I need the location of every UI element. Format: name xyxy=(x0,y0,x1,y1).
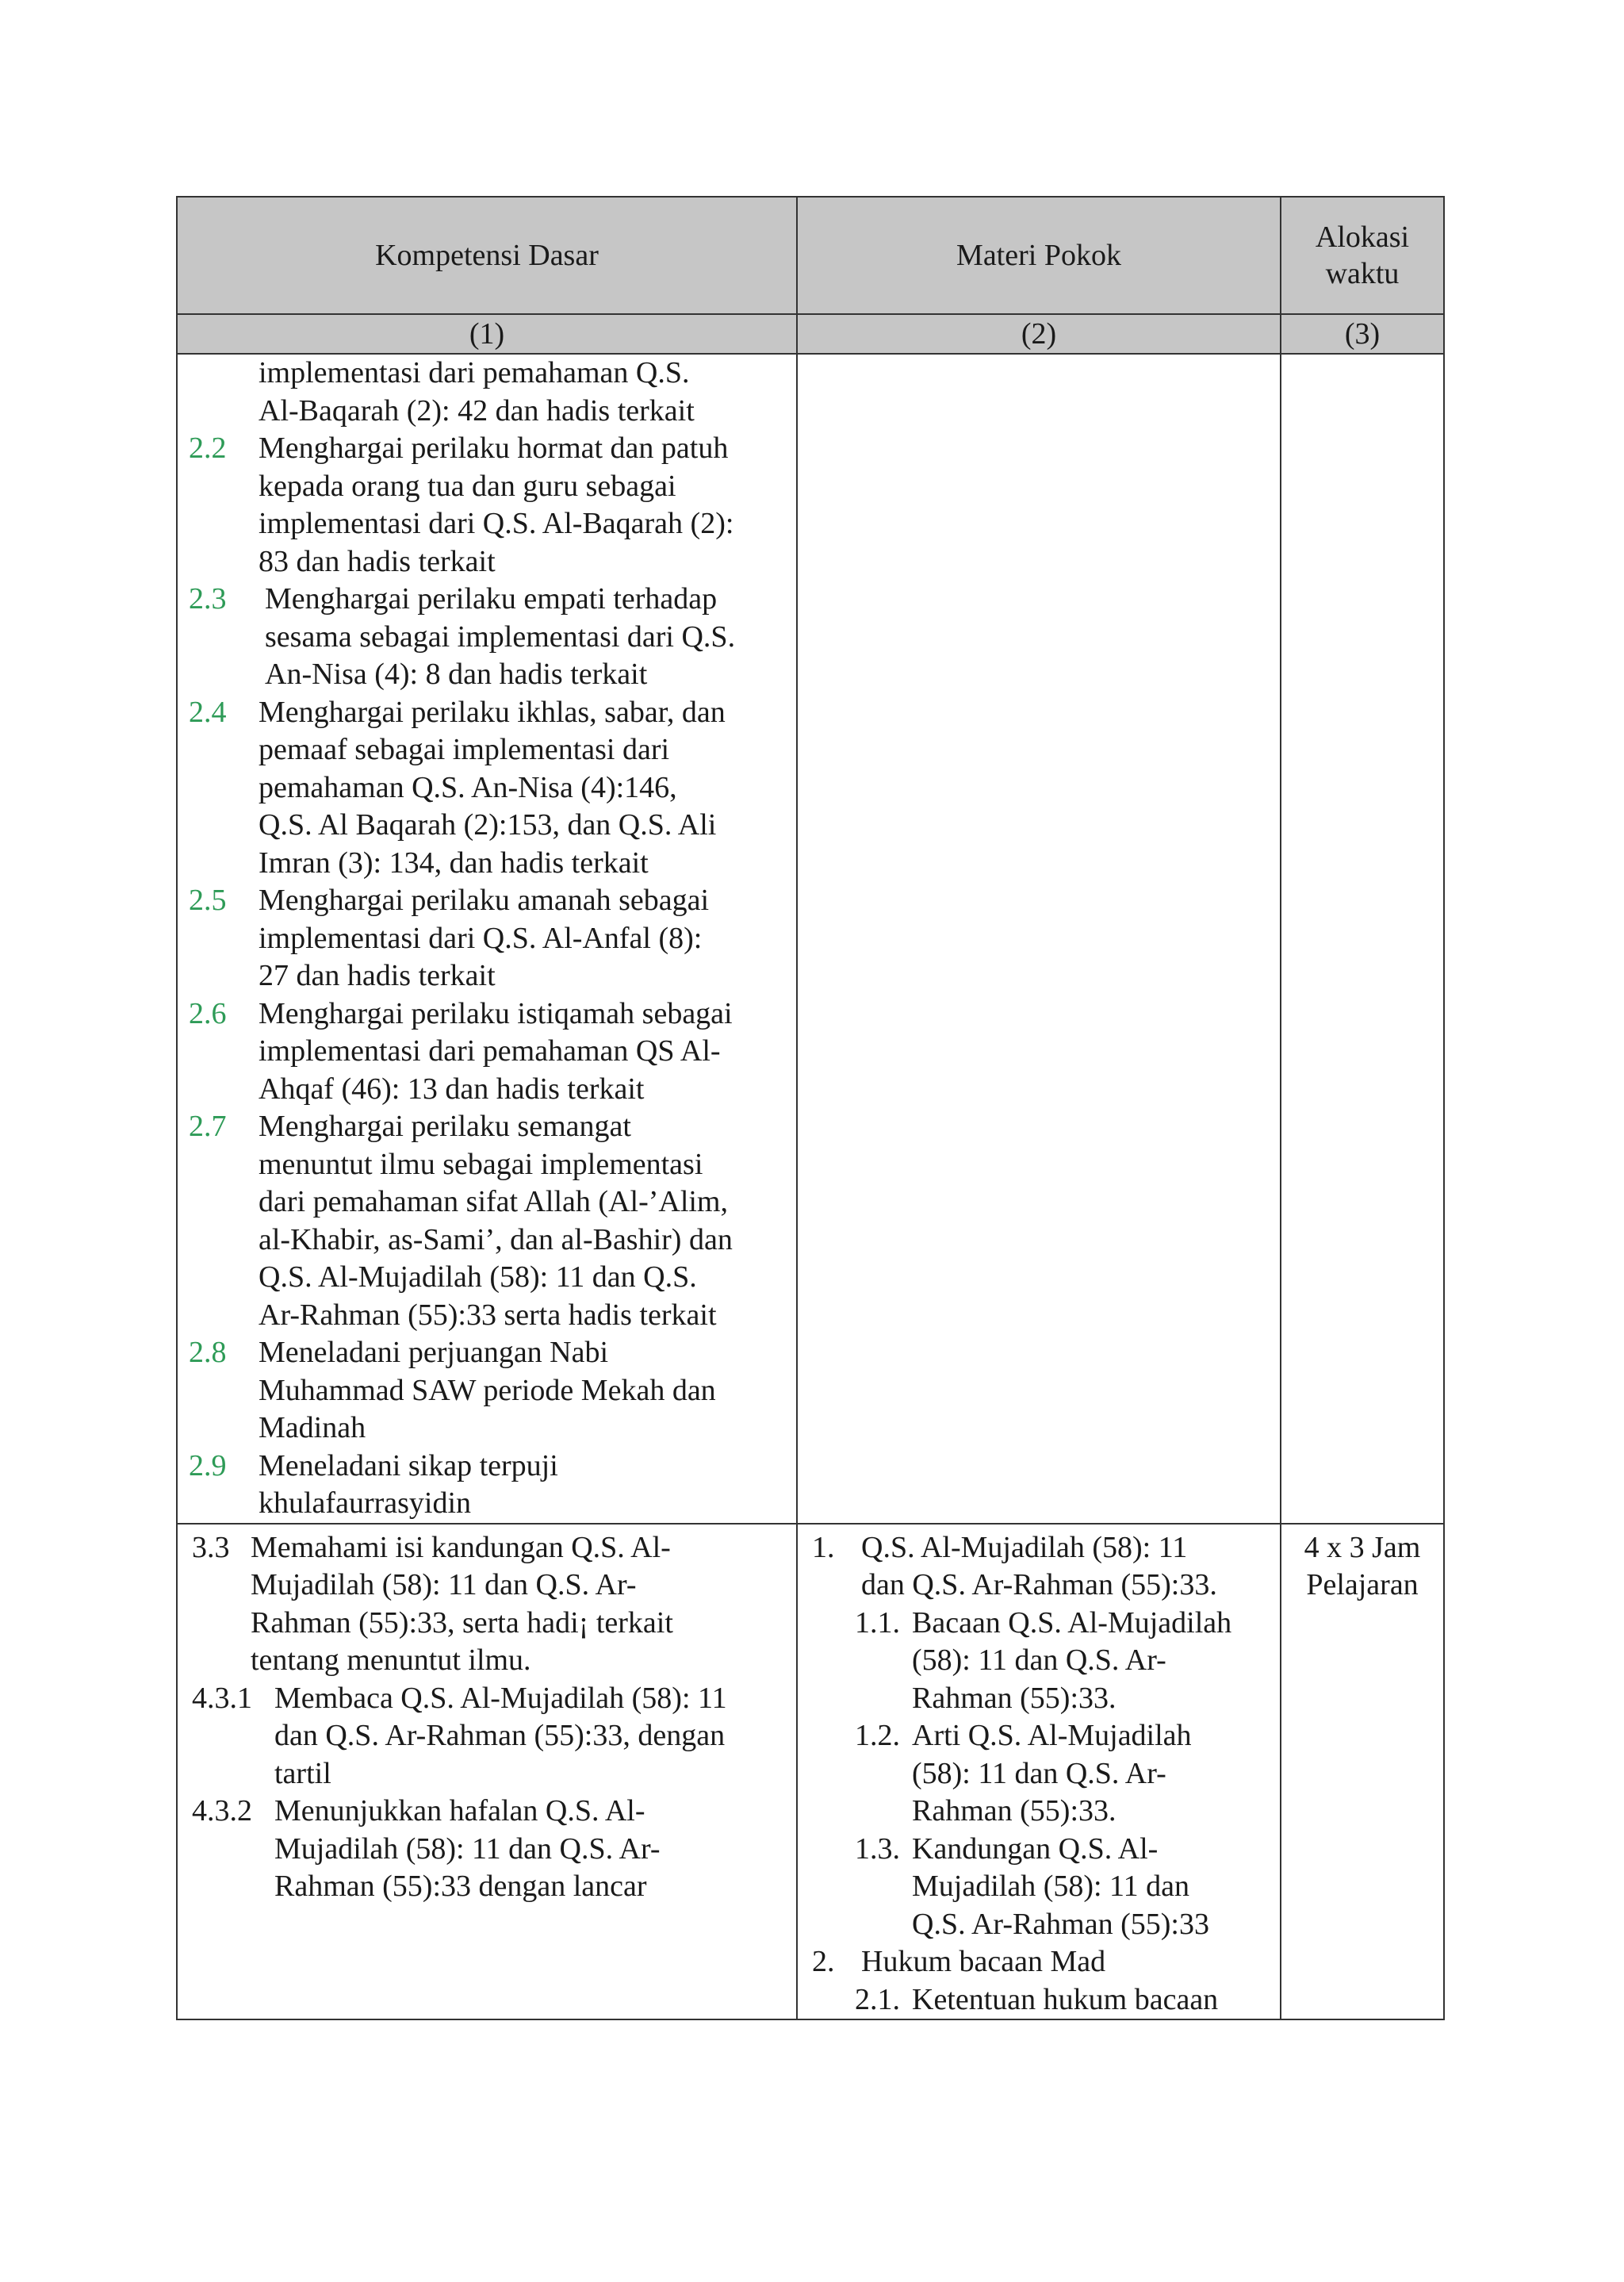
kd-line: Al-Baqarah (2): 42 dan hadis terkait xyxy=(259,393,695,428)
column-number-row xyxy=(177,314,1444,354)
materi-line: Arti Q.S. Al-Mujadilah xyxy=(912,1719,1192,1752)
table-row xyxy=(177,1524,1444,2020)
kd-line: 83 dan hadis terkait xyxy=(259,544,496,578)
materi-subnumber: 1.1. xyxy=(855,1605,900,1640)
kd-text xyxy=(259,694,783,883)
materi-line: Bacaan Q.S. Al-Mujadilah xyxy=(912,1605,1232,1640)
kd-line: kepada orang tua dan guru sebagai xyxy=(259,469,676,503)
materi-item xyxy=(812,1529,1269,1605)
kd-line: Ar-Rahman (55):33 serta hadis terkait xyxy=(259,1298,717,1332)
materi-subnumber: 2.1. xyxy=(855,1982,900,2016)
kd-line: Mujadilah (58): 11 dan Q.S. Ar- xyxy=(251,1568,637,1601)
kd-line: Menghargai perilaku hormat dan patuh xyxy=(259,431,729,465)
materi-line: Rahman (55):33. xyxy=(912,1794,1116,1828)
header-alokasi-line1: Alokasi xyxy=(1315,221,1410,254)
kd-text xyxy=(251,1529,785,1680)
kd-line: 27 dan hadis terkait xyxy=(259,959,496,992)
kd-item xyxy=(189,1448,783,1523)
table-row xyxy=(177,354,1444,1524)
kd-number: 2.5 xyxy=(189,884,227,917)
kd-line: Memahami isi kandungan Q.S. Al- xyxy=(251,1530,671,1564)
kd-line: Mujadilah (58): 11 dan Q.S. Ar- xyxy=(274,1831,661,1866)
kd-cell xyxy=(177,354,797,1524)
materi-line: Kandungan Q.S. Al- xyxy=(912,1831,1159,1866)
kd-line: al-Khabir, as-Sami’, dan al-Bashir) dan xyxy=(259,1222,733,1256)
kd-text xyxy=(259,581,783,694)
alokasi-line: Pelajaran xyxy=(1306,1568,1419,1601)
kd-item xyxy=(189,995,783,1109)
kd-text xyxy=(259,1108,783,1334)
kd-line: Q.S. Al-Mujadilah (58): 11 dan Q.S. xyxy=(259,1260,697,1294)
kd-line: Imran (3): 134, dan hadis terkait xyxy=(259,846,649,880)
materi-subitem xyxy=(812,1981,1269,2019)
kd-line: implementasi dari Q.S. Al-Baqarah (2): xyxy=(259,507,734,540)
kd-number: 2.4 xyxy=(189,695,227,729)
kd-item xyxy=(189,430,783,581)
materi-subitem xyxy=(812,1605,1269,1718)
materi-line: Rahman (55):33. xyxy=(912,1681,1116,1715)
materi-line: Q.S. Al-Mujadilah (58): 11 xyxy=(861,1530,1188,1564)
materi-line: dan Q.S. Ar-Rahman (55):33. xyxy=(861,1568,1217,1601)
materi-subitem xyxy=(812,1717,1269,1831)
materi-line: (58): 11 dan Q.S. Ar- xyxy=(912,1756,1166,1790)
kd-line: Ahqaf (46): 13 dan hadis terkait xyxy=(259,1072,645,1106)
kd-text xyxy=(259,1334,783,1448)
kd-line: pemaaf sebagai implementasi dari xyxy=(259,733,670,766)
materi-line: Ketentuan hukum bacaan xyxy=(912,1982,1219,2016)
kd-line: menuntut ilmu sebagai implementasi xyxy=(259,1147,703,1181)
kd-line: tentang menuntut ilmu. xyxy=(251,1643,531,1677)
kd-number: 2.8 xyxy=(189,1336,227,1369)
kd-line: implementasi dari Q.S. Al-Anfal (8): xyxy=(259,921,703,955)
header-kompetensi-dasar: Kompetensi Dasar xyxy=(177,197,797,314)
header-row xyxy=(177,197,1444,314)
header-materi-pokok: Materi Pokok xyxy=(797,197,1281,314)
materi-subnumber: 1.3. xyxy=(855,1831,900,1866)
kd-number: 2.2 xyxy=(189,431,227,465)
kd-number: 4.3.1 xyxy=(192,1681,252,1715)
kd-line: Menghargai perilaku semangat xyxy=(259,1110,631,1143)
materi-subnumber: 1.2. xyxy=(855,1719,900,1752)
materi-subitem xyxy=(812,1831,1269,1944)
kd-text xyxy=(259,430,783,581)
kd-line: Menunjukkan hafalan Q.S. Al- xyxy=(274,1794,645,1828)
kd-number: 2.3 xyxy=(189,582,227,616)
kd-text xyxy=(259,882,783,995)
kd-line: Muhammad SAW periode Mekah dan xyxy=(259,1373,716,1407)
header-alokasi-waktu xyxy=(1281,197,1444,314)
kd-line: Rahman (55):33, serta hadi¡ terkait xyxy=(251,1605,673,1640)
kd-line: Q.S. Al Baqarah (2):153, dan Q.S. Ali xyxy=(259,808,717,842)
materi-line: (58): 11 dan Q.S. Ar- xyxy=(912,1643,1166,1677)
materi-subtext xyxy=(912,1981,1269,2019)
kd-text xyxy=(274,1793,785,1906)
materi-subtext xyxy=(912,1605,1269,1718)
kd-text xyxy=(259,995,783,1109)
kd-item xyxy=(192,1680,785,1793)
kd-line: dari pemahaman sifat Allah (Al-’Alim, xyxy=(259,1185,728,1218)
alokasi-line: 4 x 3 Jam xyxy=(1304,1530,1421,1564)
kd-number: 2.9 xyxy=(189,1448,227,1482)
alokasi-value xyxy=(1281,1525,1443,1605)
kd-line: Membaca Q.S. Al-Mujadilah (58): 11 xyxy=(274,1681,727,1715)
kd-item xyxy=(192,1529,785,1680)
kd-continuation xyxy=(189,355,783,430)
kd-line: Menghargai perilaku empati terhadap xyxy=(265,582,718,616)
kd-number: 4.3.2 xyxy=(192,1794,252,1828)
kd-line: Meneladani perjuangan Nabi xyxy=(259,1336,609,1369)
kd-line: Menghargai perilaku istiqamah sebagai xyxy=(259,996,733,1030)
kd-line: An-Nisa (4): 8 dan hadis terkait xyxy=(265,658,648,691)
kd-line: khulafaurrasyidin xyxy=(259,1486,472,1520)
materi-cell xyxy=(797,1524,1281,2020)
kd-item xyxy=(189,1334,783,1448)
materi-line: Hukum bacaan Mad xyxy=(861,1945,1106,1978)
kd-text xyxy=(259,1448,783,1523)
materi-line: Q.S. Ar-Rahman (55):33 xyxy=(912,1907,1209,1941)
materi-text xyxy=(861,1529,1269,1605)
materi-list xyxy=(798,1525,1280,2019)
kd-line: Rahman (55):33 dengan lancar xyxy=(274,1870,647,1903)
kd-item xyxy=(192,1793,785,1906)
kd-item xyxy=(189,694,783,883)
kd-text xyxy=(274,1680,785,1793)
kd-line: sesama sebagai implementasi dari Q.S. xyxy=(265,619,736,654)
kd-line: implementasi dari pemahaman QS Al- xyxy=(259,1034,721,1068)
materi-cell-empty xyxy=(797,354,1281,1524)
kd-line: dan Q.S. Ar-Rahman (55):33, dengan xyxy=(274,1719,726,1752)
kd-line: Madinah xyxy=(259,1411,366,1444)
column-number-1: (1) xyxy=(177,314,797,354)
materi-number: 2. xyxy=(812,1945,835,1978)
kd-line: Meneladani sikap terpuji xyxy=(259,1448,558,1482)
kd-number: 3.3 xyxy=(192,1530,230,1564)
alokasi-cell xyxy=(1281,1524,1444,2020)
header-alokasi-line2: waktu xyxy=(1325,257,1400,290)
kompetensi-table xyxy=(176,196,1445,2020)
materi-item xyxy=(812,1943,1269,1981)
materi-subtext xyxy=(912,1831,1269,1944)
kd-item xyxy=(189,882,783,995)
kd-line: Menghargai perilaku ikhlas, sabar, dan xyxy=(259,695,726,729)
column-number-3: (3) xyxy=(1281,314,1444,354)
materi-subtext xyxy=(912,1717,1269,1831)
kd-item xyxy=(189,1108,783,1334)
materi-number: 1. xyxy=(812,1530,835,1564)
alokasi-cell-empty xyxy=(1281,354,1444,1524)
materi-line: Mujadilah (58): 11 dan xyxy=(912,1870,1190,1903)
kd-number: 2.7 xyxy=(189,1110,227,1143)
kd-line: Menghargai perilaku amanah sebagai xyxy=(259,884,710,917)
column-number-2: (2) xyxy=(797,314,1281,354)
kd-list xyxy=(178,355,796,1523)
kd-number: 2.6 xyxy=(189,996,227,1030)
kd-item xyxy=(189,581,783,694)
kd-line: implementasi dari pemahaman Q.S. xyxy=(259,356,690,389)
materi-text xyxy=(861,1943,1269,1981)
kd-line: tartil xyxy=(274,1756,331,1790)
kd3-list xyxy=(178,1525,796,1906)
kd-cell xyxy=(177,1524,797,2020)
kd-line: pemahaman Q.S. An-Nisa (4):146, xyxy=(259,770,677,804)
